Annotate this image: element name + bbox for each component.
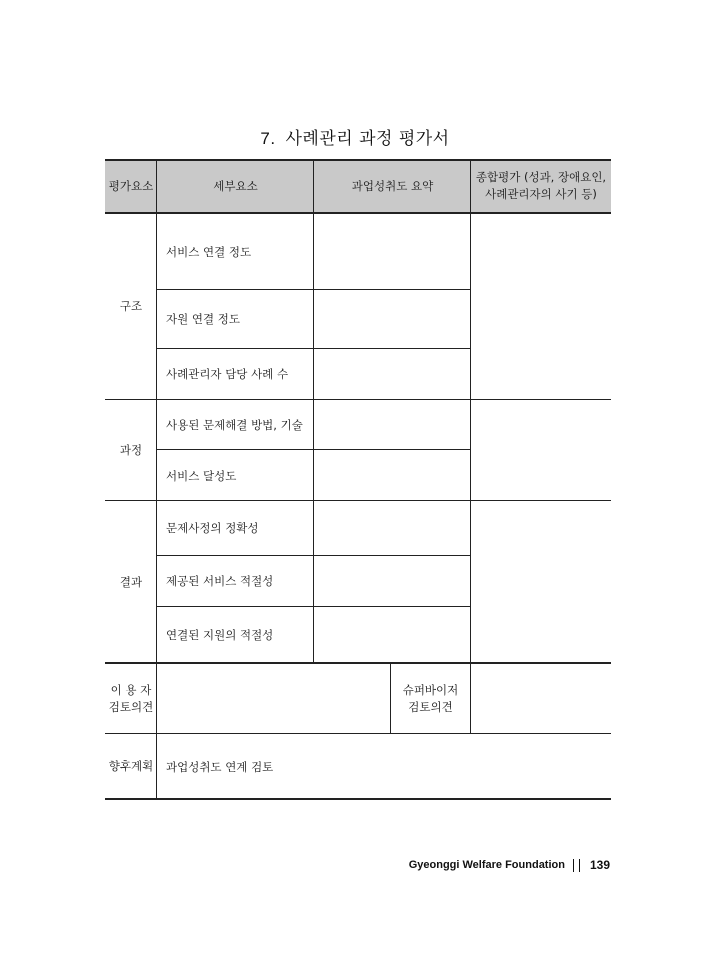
vrule-detail — [313, 160, 314, 663]
item-case-count: 사례관리자 담당 사례 수 — [166, 367, 289, 381]
rule-bottom — [105, 798, 611, 800]
item-service-appropriateness: 제공된 서비스 적절성 — [166, 574, 274, 588]
future-plan-value: 과업성취도 연계 검토 — [166, 759, 274, 774]
rule-group-1 — [105, 399, 611, 400]
header-detail: 세부요소 — [157, 160, 314, 212]
rule-group-2 — [105, 500, 611, 501]
item-service-connection: 서비스 연결 정도 — [166, 244, 252, 259]
header-overall: 종합평가 (성과, 장애요인, 사례관리자의 사기 등) — [471, 160, 611, 212]
rule-top — [105, 159, 611, 161]
user-review-label: 이 용 자 검토의견 — [108, 683, 154, 714]
item-service-achievement: 서비스 달성도 — [166, 468, 237, 483]
item-support-appropriateness: 연결된 지원의 적절성 — [166, 628, 274, 642]
group-label-structure: 구조 — [119, 299, 143, 313]
rule-main-bottom — [105, 662, 611, 664]
title-text: 사례관리 과정 평가서 — [285, 129, 450, 149]
item-resource-connection: 자원 연결 정도 — [166, 312, 240, 326]
page-footer — [409, 858, 610, 872]
footer-separator — [573, 859, 580, 872]
rule-result-1 — [157, 555, 471, 556]
vrule-category — [156, 160, 157, 800]
supervisor-review-label: 슈퍼바이저 검토의견 — [402, 683, 459, 714]
rule-header-bottom — [105, 212, 611, 214]
rule-review-bottom — [105, 733, 611, 734]
item-assessment-accuracy: 문제사정의 정확성 — [166, 521, 259, 535]
rule-process-1 — [157, 449, 471, 450]
header-category: 평가요소 — [105, 160, 157, 212]
vrule-summary — [470, 160, 471, 734]
page-number: 139 — [589, 858, 610, 872]
title-number: 7. — [260, 129, 276, 148]
page-title — [0, 124, 710, 149]
group-label-process: 과정 — [119, 443, 143, 457]
vrule-review-mid — [390, 664, 391, 734]
rule-structure-1 — [157, 289, 471, 290]
header-summary: 과업성취도 요약 — [314, 160, 471, 212]
item-methods: 사용된 문제해결 방법, 기술 — [166, 418, 303, 432]
foundation-name: Gyeonggi Welfare Foundation — [408, 859, 565, 871]
group-label-result: 결과 — [119, 574, 143, 589]
user-review-field[interactable] — [157, 664, 390, 734]
rule-structure-2 — [157, 348, 471, 349]
rule-result-2 — [157, 606, 471, 607]
supervisor-review-field[interactable] — [471, 664, 611, 734]
future-plan-label: 향후계획 — [108, 759, 154, 773]
